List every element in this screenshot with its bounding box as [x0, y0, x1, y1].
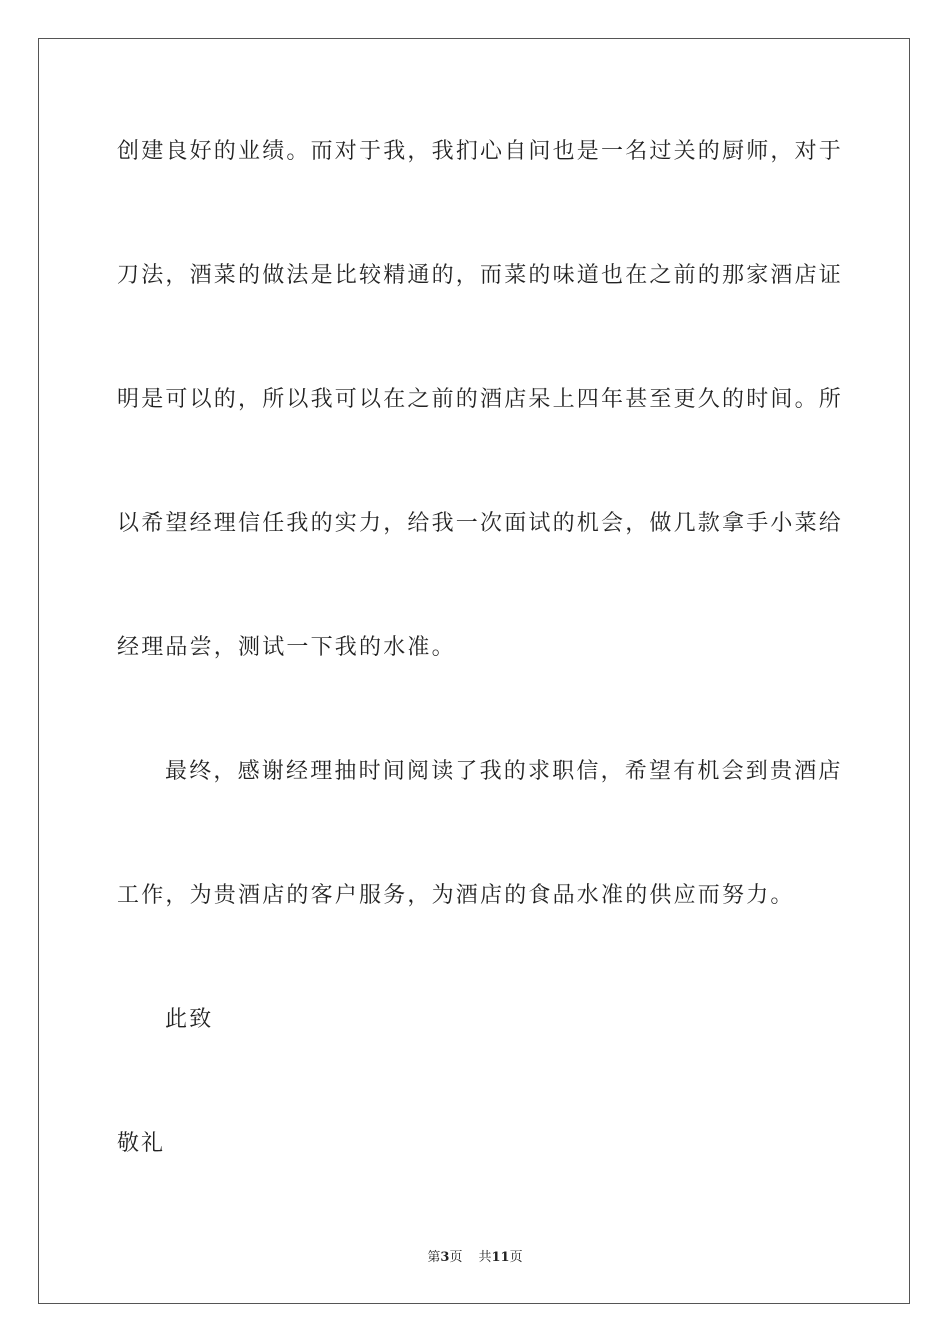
- salutation-jingli: 敬礼: [117, 1131, 166, 1156]
- salutation-cizhi: 此致: [165, 1007, 214, 1032]
- page-unit: 页: [449, 1250, 463, 1265]
- body-line-1: 创建良好的业绩。而对于我，我扪心自问也是一名过关的厨师，对于: [117, 139, 844, 164]
- total-pages: 11: [491, 1250, 510, 1265]
- closing-paragraph-line-2: 工作，为贵酒店的客户服务，为酒店的食品水准的供应而努力。: [117, 883, 795, 908]
- closing-paragraph-line-1: 最终，感谢经理抽时间阅读了我的求职信，希望有机会到贵酒店: [165, 759, 843, 784]
- body-line-5: 经理品尝，测试一下我的水准。: [117, 635, 456, 660]
- page-border: [38, 38, 910, 1304]
- body-line-2: 刀法，酒菜的做法是比较精通的，而菜的味道也在之前的那家酒店证: [117, 263, 844, 288]
- page-footer: [0, 1246, 950, 1265]
- total-unit: 页: [509, 1250, 523, 1265]
- page-number: 3: [440, 1250, 450, 1265]
- body-line-3: 明是可以的，所以我可以在之前的酒店呆上四年甚至更久的时间。所: [117, 387, 844, 412]
- body-line-4: 以希望经理信任我的实力，给我一次面试的机会，做几款拿手小菜给: [117, 511, 844, 536]
- page-prefix: 第: [427, 1250, 441, 1265]
- total-prefix: 共: [478, 1250, 492, 1265]
